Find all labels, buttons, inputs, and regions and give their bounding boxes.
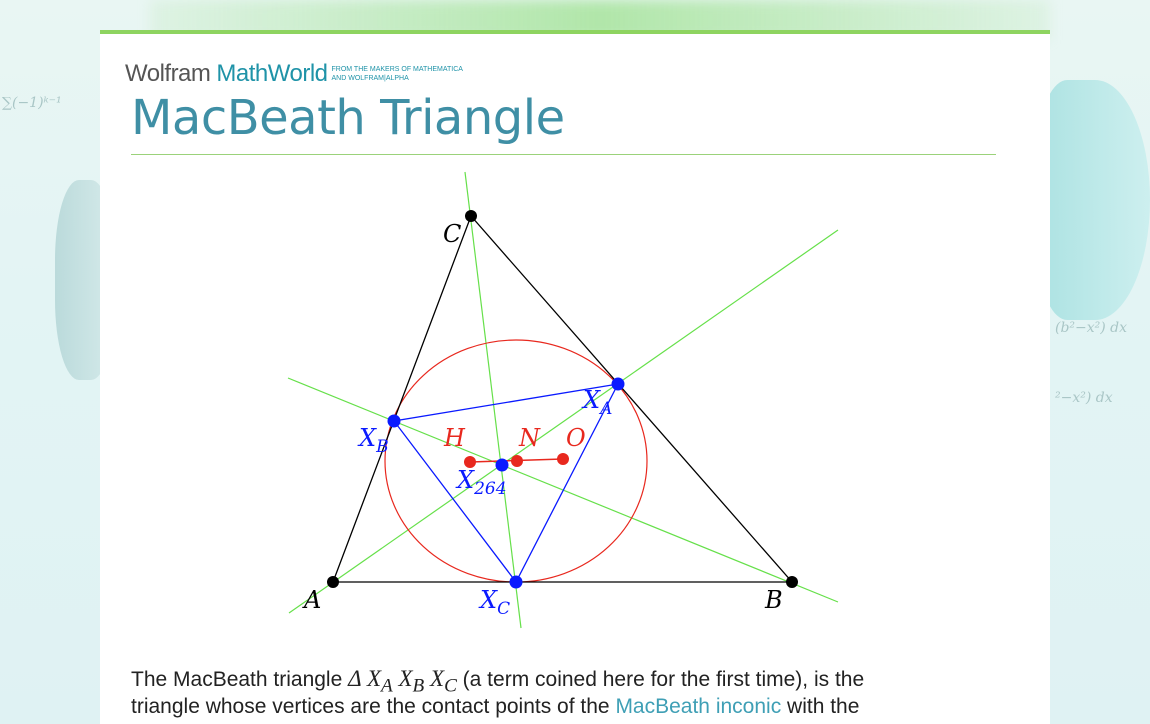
vertex-b [786,576,798,588]
text: The MacBeath triangle [131,668,349,691]
vertex-a [327,576,339,588]
delta: Δ [348,666,367,691]
label-h: H [444,424,465,452]
logo-wolfram: Wolfram [125,60,211,87]
text: (a term coined here for the first time), is the [456,668,865,691]
point-xa [612,378,625,391]
point-xb [388,415,401,428]
tagline-line1: FROM THE MAKERS OF MATHEMATICA [331,66,463,73]
label-n: N [519,424,540,452]
text: triangle whose vertices are the contact points of the [131,695,616,718]
label-o: O [566,424,586,452]
sub: A [381,675,393,697]
point-xc [510,576,523,589]
label-xb: $X_B$ [359,424,389,457]
point-o [557,453,569,465]
label-a: A [304,586,322,614]
tagline-line2: AND WOLFRAM|ALPHA [331,75,409,82]
background-math: ²−x²) dx [1055,390,1113,406]
x: X [366,666,382,691]
background-math: (b²−x²) dx [1055,320,1128,336]
vertex-c [465,210,477,222]
cevian-lines [288,172,838,628]
background-math: ∑(−1)ᵏ⁻¹ [2,95,62,111]
cevian-line-a [289,230,838,613]
sub: B [412,675,425,697]
macbeath-inconic-link[interactable]: MacBeath inconic [615,695,782,718]
x: X [430,666,445,691]
point-n [511,455,523,467]
label-b: B [765,586,783,614]
page-title: MacBeath Triangle [131,90,565,146]
logo-mathworld: MathWorld [216,60,328,87]
sub: C [444,675,457,697]
reference-triangle [333,216,792,582]
point-x264 [496,459,509,472]
label-c: C [443,220,462,248]
label-xa: $X_A$ [583,386,613,419]
x: X [398,666,413,691]
label-x264: $X_{264}$ [457,466,507,499]
text: with the [781,695,860,718]
label-xc: $X_C$ [480,586,511,619]
